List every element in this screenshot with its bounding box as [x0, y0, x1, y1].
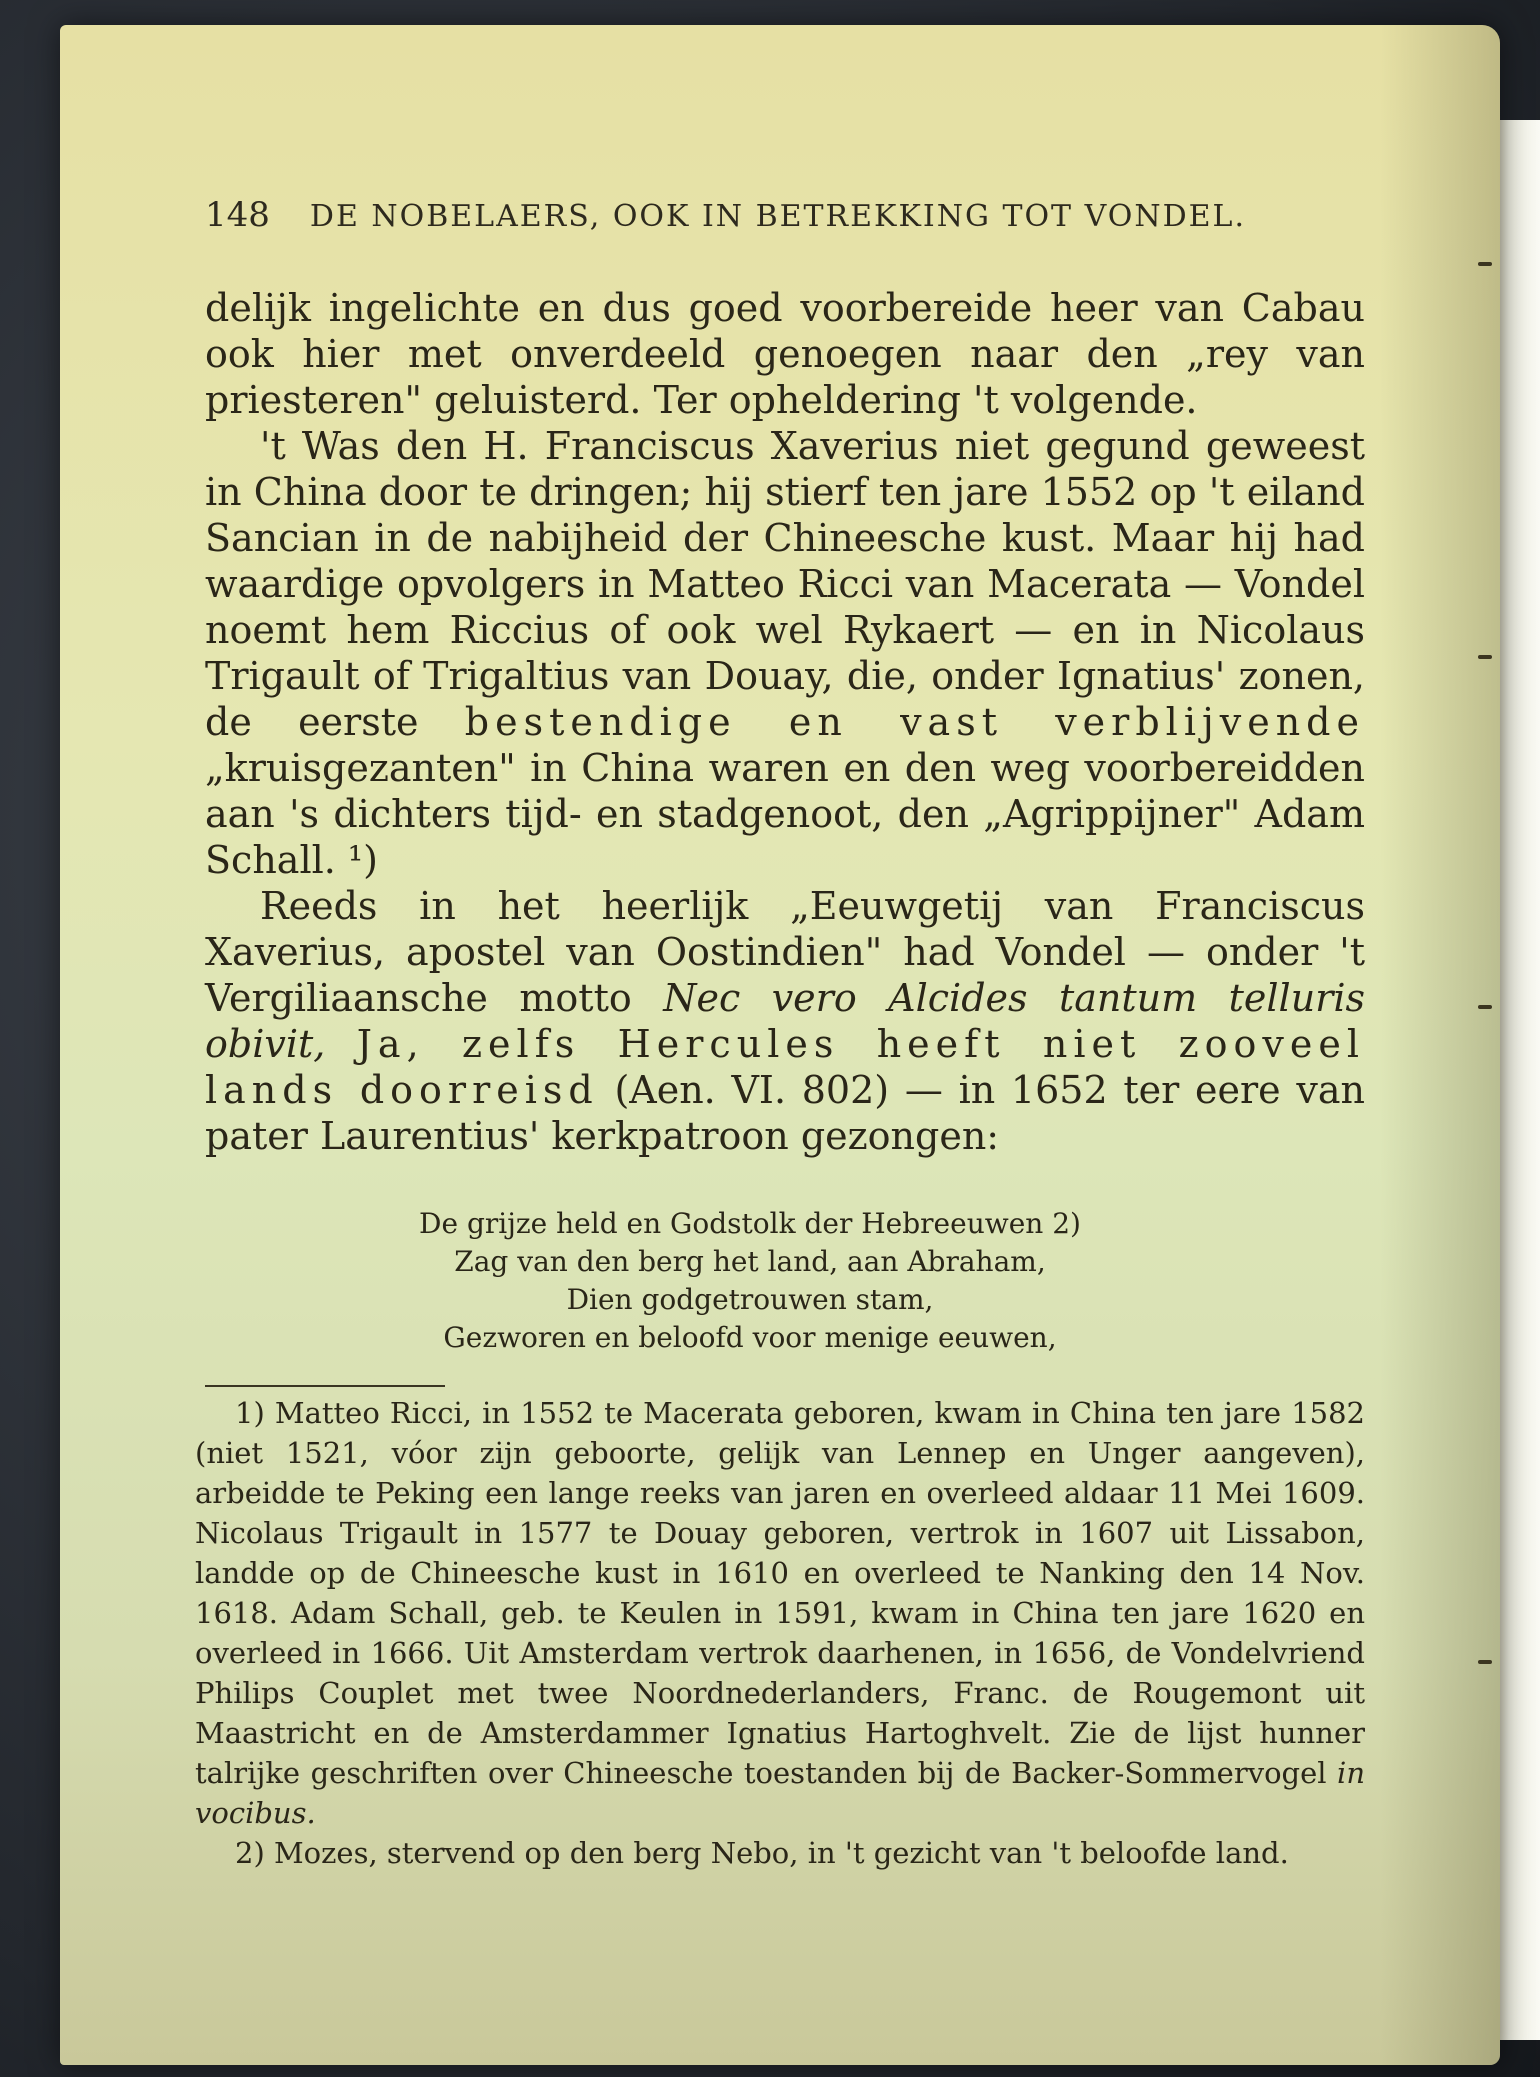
- poem-line: Gezworen en beloofd voor menige eeuwen,: [443, 1321, 1057, 1354]
- footnote-text: 1) Matteo Ricci, in 1552 te Macerata geboren, kwam in China ten jare 1582 (niet 1521, vóor zijn geboorte, gelijk van Lennep en Unger aangeven), arbeidde te Peking een lange reeks van jaren en overleed aldaar 11 Mei 1609. Nicolaus Trigault in 1577 te Douay geboren, vertrok in 1607 uit Lissabon, landde op de Chineesche kust in 1610 en overleed te Nanking den 14 Nov. 1618. Adam Schall, geb. te Keulen in 1591, kwam in China ten jare 1620 en overleed in 1666. Uit Amsterdam vertrok daarhenen, in 1656, de Vondelvriend Philips Couplet met twee Noordnederlanders, Franc. de Rougemont uit Maastricht en de Amsterdammer Ignatius Hartoghvelt. Zie de lijst hunner talrijke geschriften over Chineesche toestanden bij de Backer-Sommervogel: [195, 1396, 1365, 1790]
- main-text: [205, 285, 1365, 1159]
- poem-line: Dien godgetrouwen stam,: [566, 1283, 934, 1316]
- footnote-text: 2) Mozes, stervend op den berg Nebo, in 't gezicht van 't beloofde land.: [235, 1836, 1289, 1870]
- paragraph-3: [205, 883, 1365, 1159]
- text-run: (Aen. VI. 802) — in 1652 ter eere van pater Laurentius' kerkpatroon gezongen:: [205, 1068, 1365, 1158]
- running-header: [205, 195, 1265, 235]
- text-run: „kruisgezanten" in China waren en den weg voorbereidden aan 's dichters tijd- en stadgenoot, den „Agrippijner" Adam Schall. ¹): [205, 746, 1365, 882]
- binding-stitch: [1478, 655, 1492, 659]
- footnotes: [195, 1393, 1365, 1873]
- binding-stitch: [1478, 1005, 1492, 1009]
- running-title: DE NOBELAERS, OOK IN BETREKKING TOT VONDEL.: [309, 199, 1246, 234]
- paragraph-2: [205, 423, 1365, 883]
- page-gutter-shadow: [1380, 25, 1500, 2065]
- footnote-italic: in vocibus.: [195, 1756, 1365, 1830]
- poem-quote: [300, 1205, 1200, 1357]
- binding-stitch: [1478, 1660, 1492, 1664]
- page-number: 148: [205, 195, 270, 235]
- text-line: delijk ingelichte en dus goed voorbereide heer van Cabau: [205, 286, 1365, 330]
- latin-motto: Nec vero Alcides tantum telluris obivit,: [205, 976, 1365, 1066]
- text-run: 't Was den H. Franciscus Xaverius niet gegund geweest in China door te dringen; hij stierf ten jare 1552 op 't eiland Sancian in de nabijheid der Chineesche kust. Maar hij had waardige opvolgers in Matteo Ricci van Macerata — Vondel noemt hem Riccius of ook wel Rykaert — en in Nicolaus Trigault of Trigaltius van Douay, die, onder Ignatius' zonen, de eerste: [205, 424, 1365, 744]
- text-line: ook hier met onverdeeld genoegen naar den „rey van: [205, 332, 1365, 376]
- footnote-1: [195, 1393, 1365, 1833]
- poem-line: De grijze held en Godstolk der Hebreeuwen 2): [419, 1207, 1081, 1240]
- binding-stitch: [1478, 262, 1492, 266]
- paragraph-1: [205, 285, 1365, 423]
- poem-line: Zag van den berg het land, aan Abraham,: [454, 1245, 1046, 1278]
- text-line: priesteren" geluisterd. Ter opheldering 't volgende.: [205, 378, 1198, 422]
- spaced-emphasis: Ja, zelfs Hercules heeft niet zooveel lands doorreisd: [205, 1022, 1365, 1112]
- footnote-rule: [205, 1385, 445, 1387]
- text-run: Reeds in het heerlijk „Eeuwgetij van Franciscus Xaverius, apostel van Oostindien" had Vondel — onder 't Vergiliaansche motto: [205, 884, 1365, 1020]
- spaced-emphasis: bestendige en vast verblijvende: [464, 700, 1365, 744]
- footnote-2: [195, 1833, 1365, 1873]
